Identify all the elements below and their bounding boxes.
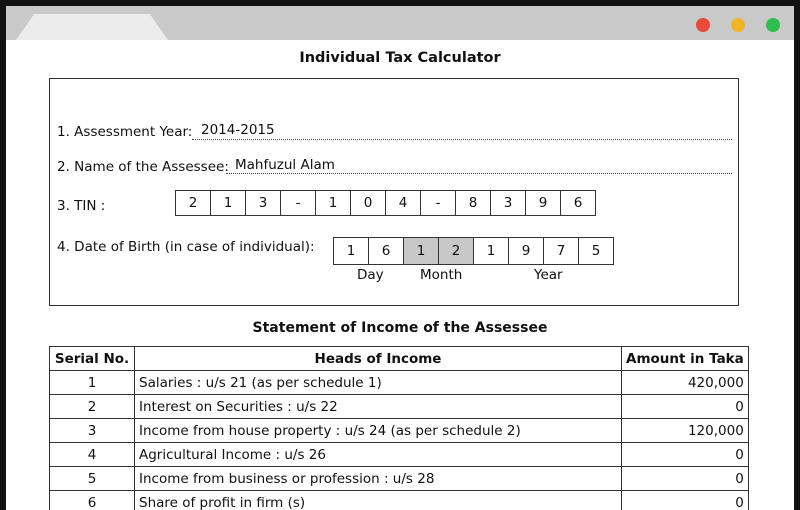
dob-day-digit[interactable]: 6 — [369, 237, 404, 265]
dob-year-digit[interactable]: 9 — [509, 237, 544, 265]
income-head-cell: Income from house property : u/s 24 (as per schedule 2) — [135, 419, 622, 443]
amount-cell[interactable]: 120,000 — [622, 419, 749, 443]
page-title: Individual Tax Calculator — [299, 50, 501, 66]
window-controls — [680, 17, 780, 36]
dob-year-digit[interactable]: 5 — [579, 237, 614, 265]
tin-digit[interactable]: 3 — [491, 190, 526, 216]
maximize-window-button[interactable] — [766, 18, 780, 32]
amount-column-header: Amount in Taka — [622, 347, 749, 371]
serial-cell: 5 — [50, 467, 135, 491]
minimize-window-button[interactable] — [731, 18, 745, 32]
close-window-button[interactable] — [696, 18, 710, 32]
assessment-year-underline — [192, 139, 732, 140]
table-row — [50, 371, 749, 395]
assessee-name-underline — [226, 173, 732, 174]
dob-day-caption: Day — [357, 267, 384, 283]
table-row — [50, 491, 749, 510]
amount-cell[interactable]: 420,000 — [622, 371, 749, 395]
heads-column-header: Heads of Income — [135, 347, 622, 371]
serial-cell: 6 — [50, 491, 135, 510]
income-head-cell: Interest on Securities : u/s 22 — [135, 395, 622, 419]
dob-label: 4. Date of Birth (in case of individual): — [57, 239, 315, 255]
amount-cell[interactable]: 0 — [622, 467, 749, 491]
serial-cell: 2 — [50, 395, 135, 419]
table-row — [50, 467, 749, 491]
income-head-cell: Salaries : u/s 21 (as per schedule 1) — [135, 371, 622, 395]
dob-year-digit[interactable]: 1 — [474, 237, 509, 265]
dob-year-digit[interactable]: 7 — [544, 237, 579, 265]
income-statement-table — [49, 346, 749, 510]
dob-input-group — [333, 237, 614, 265]
assessee-info-form — [49, 78, 739, 306]
dob-day-digit[interactable]: 1 — [334, 237, 369, 265]
tin-digit[interactable]: 1 — [211, 190, 246, 216]
income-head-cell: Agricultural Income : u/s 26 — [135, 443, 622, 467]
tin-digit[interactable]: 8 — [456, 190, 491, 216]
tin-input-group — [175, 190, 596, 216]
tin-digit[interactable]: 0 — [351, 190, 386, 216]
serial-cell: 1 — [50, 371, 135, 395]
income-head-cell: Income from business or profession : u/s 28 — [135, 467, 622, 491]
tin-digit[interactable]: 9 — [526, 190, 561, 216]
page-content — [6, 40, 794, 510]
assessee-name-field[interactable]: Mahfuzul Alam — [235, 157, 335, 173]
tab-bar — [6, 6, 794, 40]
statement-title: Statement of Income of the Assessee — [252, 320, 548, 336]
amount-cell[interactable]: 0 — [622, 491, 749, 510]
serial-cell: 3 — [50, 419, 135, 443]
dob-month-caption: Month — [420, 267, 463, 283]
tin-separator: - — [421, 190, 456, 216]
assessee-name-label: 2. Name of the Assessee: — [57, 159, 229, 175]
table-header-row — [50, 347, 749, 371]
tin-digit[interactable]: 3 — [246, 190, 281, 216]
dob-year-caption: Year — [534, 267, 563, 283]
serial-cell: 4 — [50, 443, 135, 467]
browser-tab[interactable] — [16, 14, 168, 40]
tin-digit[interactable]: 4 — [386, 190, 421, 216]
tin-separator: - — [281, 190, 316, 216]
tin-digit[interactable]: 2 — [176, 190, 211, 216]
dob-month-digit[interactable]: 2 — [439, 237, 474, 265]
tin-digit[interactable]: 6 — [561, 190, 596, 216]
table-row — [50, 419, 749, 443]
browser-window — [6, 6, 794, 510]
table-row — [50, 395, 749, 419]
serial-column-header: Serial No. — [50, 347, 135, 371]
assessment-year-label: 1. Assessment Year: — [57, 124, 193, 140]
assessment-year-field[interactable]: 2014-2015 — [201, 122, 275, 138]
income-head-cell: Share of profit in firm (s) — [135, 491, 622, 510]
amount-cell[interactable]: 0 — [622, 443, 749, 467]
amount-cell[interactable]: 0 — [622, 395, 749, 419]
table-row — [50, 443, 749, 467]
tin-digit[interactable]: 1 — [316, 190, 351, 216]
tin-label: 3. TIN : — [57, 198, 106, 214]
dob-month-digit[interactable]: 1 — [404, 237, 439, 265]
